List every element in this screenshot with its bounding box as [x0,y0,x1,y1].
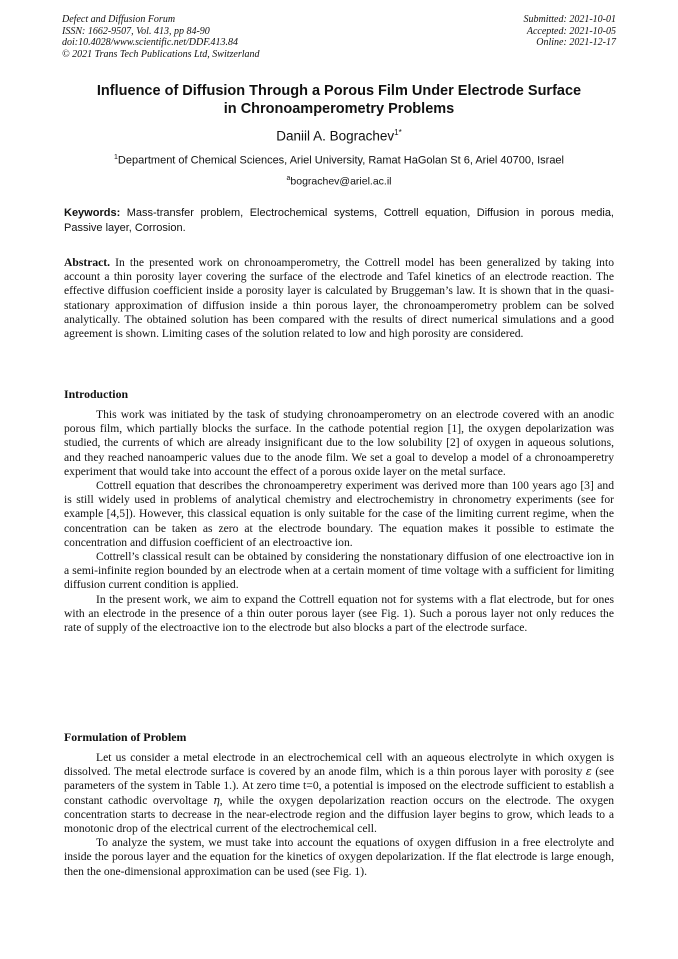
journal-info [62,14,260,60]
journal-copyright: © 2021 Trans Tech Publications Ltd, Switzerland [62,48,260,60]
author-marks: 1* [394,128,402,137]
overvoltage-symbol: η [213,793,220,807]
introduction-paragraph-2: Cottrell equation that describes the chronoamperetry experiment was derived more than 100 years ago [3] and is still widely used in problems of analytical chemistry and electrochemistry in chronometry experiments (see for example [4,5]). However, this classical equation is only suitable for the case of the limiting current regime, when the concentration can be taken as zero at the electrode boundary. The equation makes it possible to estimate the concentration and diffusion coefficient of an electroactive ion. [64,479,614,549]
author [40,125,638,145]
introduction-paragraph-4: In the present work, we aim to expand the Cottrell equation not for systems with a flat electrode, but for ones with an electrode in the presence of a thin outer porous layer (see Fig. 1). Such a porous layer not only reduces the rate of supply of the electroactive ion to the electrode but also blocks a part of the electrode surface. [64,592,614,635]
abstract [64,256,614,341]
submitted-date: Submitted: 2021-10-01 [523,14,616,25]
formulation-text-a: Let us consider a metal electrode in an electrochemical cell with an aqueous electrolyte in which oxygen is dissolved. The metal electrode surface is covered by an anode film, which is a thin porous layer with porosity [64,751,614,779]
submission-dates [524,14,617,49]
abstract-text: In the presented work on chronoamperometry, the Cottrell model has been generalized by taking into account a thin porosity layer covering the surface of the electrode and Tafel kinetics of an electrode reaction. The effective diffusion coefficient inside a porosity layer is calculated by Bruggeman’s law. It is shown that in the quasi-stationary approximation of diffusion inside a thin porous layer, the chronoamperometry problem can be solved analytically. The obtained solution has been compared with the results of direct numerical simulations and a good agreement is shown. Limiting cases of the solution related to low and high porosity are considered. [64,256,614,341]
formulation-paragraph-2: To analyze the system, we must take into account the equations of oxygen diffusion in a free electrolyte and inside the porous layer and the equation for the kinetics of oxygen depolarization. If the flat electrode is large enough, then the one-dimensional approximation can be used (see Fig. 1). [64,836,614,878]
author-email [40,172,638,189]
keywords-text: Mass-transfer problem, Electrochemical systems, Cottrell equation, Diffusion in porous media, Passive layer, Corrosion. [64,207,614,234]
journal-name: Defect and Diffusion Forum [62,14,176,25]
journal-doi: doi:10.4028/www.scientific.net/DDF.413.84 [62,37,239,48]
affiliation-mark: 1 [113,154,118,161]
keywords [64,206,614,235]
email-mark: a [286,175,291,182]
accepted-date: Accepted: 2021-10-05 [526,25,616,37]
introduction-heading: Introduction [64,387,129,401]
paper-title-line-1: Influence of Diffusion Through a Porous Film Under Electrode Surface [96,83,582,99]
affiliation [40,151,638,168]
journal-issn: ISSN: 1662-9507, Vol. 413, pp 84-90 [62,25,210,37]
introduction-paragraph-3: Cottrell’s classical result can be obtained by considering the nonstationary diffusion of one electroactive ion in a semi-infinite region bounded by an electrode when at a certain moment of time voltage with a sufficient for limiting diffusion current condition is applied. [64,550,614,592]
online-date: Online: 2021-12-17 [536,37,616,48]
affiliation-text: Department of Chemical Sciences, Ariel University, Ramat HaGolan St 6, Ariel 40700, Israel [117,154,564,167]
formulation-heading: Formulation of Problem [64,730,187,744]
introduction-paragraph-1: This work was initiated by the task of studying chronoamperometry on an electrode covered with an anodic porous film, which partially blocks the surface. In the cathode potential region [1], the oxygen depolarization was studied, the currents of which are already insignificant due to the low solubility [2] of oxygen in aqueous solutions, and they reached nanoamperic values due to the anode film. We set a goal to develop a model of a chronoamperetry experiment that would take into account the effect of a porous oxide layer on the metal surface. [64,408,614,478]
formulation-paragraph-1 [64,751,614,836]
author-name: Daniil A. Bograchev [276,128,395,144]
paper-title [40,82,638,118]
email-text: bograchev@ariel.ac.il [290,175,392,188]
keywords-label: Keywords: [64,207,121,219]
formulation-section [64,730,614,879]
paper-title-line-2: in Chronoamperometry Problems [223,101,455,117]
formulation-text-c: , while the oxygen depolarization reaction occurs on the electrode. The oxygen concentration starts to decrease in the near-electrode region and the diffusion layer begins to grow, which leads to a monotonic drop of the electrical current of the electrochemical cell. [64,793,615,836]
abstract-label: Abstract. [64,256,111,269]
formulation-text-b: (see parameters of the system in Table 1.). At zero time t=0, a potential is imposed on the electrode sufficient to establish a constant cathodic overvoltage [64,765,614,807]
introduction-section [64,387,614,635]
porosity-symbol: ε [585,765,592,779]
